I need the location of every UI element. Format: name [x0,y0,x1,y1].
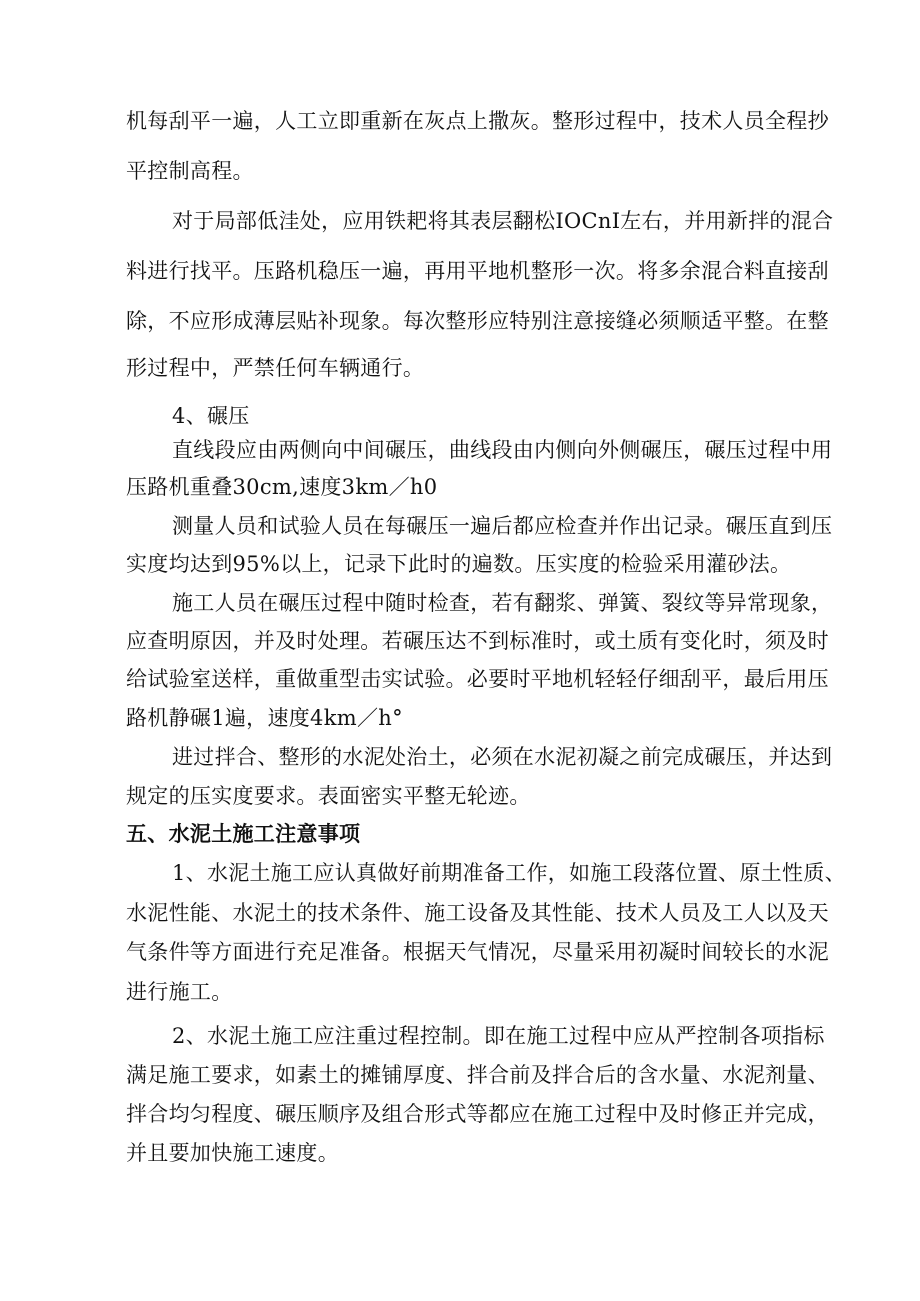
body-text-line: 料进行找平。压路机稳压一遍，再用平地机整形一次。将多余混合料直接刮 [126,259,829,283]
body-text-line: 进行施工。 [126,980,233,1004]
body-text-line: 1、水泥土施工应认真做好前期准备工作，如施工段落位置、原土性质、 [172,861,846,885]
body-text-line: 给试验室送样，重做重型击实试验。必要时平地机轻轻仔细刮平，最后用压 [126,667,829,691]
body-text-line: 施工人员在碾压过程中随时检查，若有翻浆、弹簧、裂纹等异常现象， [172,591,833,615]
section-subheading: 4、碾压 [172,404,250,428]
body-text-line: 平控制高程。 [126,159,254,183]
body-text-line: 机每刮平一遍，人工立即重新在灰点上撒灰。整形过程中，技术人员全程抄 [126,109,829,133]
body-text-line: 对于局部低洼处，应用铁耙将其表层翻松IOCnI左右，并用新拌的混合 [172,209,834,233]
body-text-line: 实度均达到95%以上，记录下此时的遍数。压实度的检验采用灌砂法。 [126,552,792,576]
body-text-line: 水泥性能、水泥土的技术条件、施工设备及其性能、技术人员及工人以及天 [126,901,829,925]
body-text-line: 形过程中，严禁任何车辆通行。 [126,356,425,380]
body-text-line: 路机静碾1遍，速度4km／h° [126,706,403,730]
body-text-line: 规定的压实度要求。表面密实平整无轮迹。 [126,784,531,808]
body-text-line: 满足施工要求，如素土的摊铺厚度、拌合前及拌合后的含水量、水泥剂量、 [126,1063,829,1087]
body-text-line: 气条件等方面进行充足准备。根据天气情况，尽量采用初凝时间较长的水泥 [126,940,829,964]
body-text-line: 应查明原因，并及时处理。若碾压达不到标准时，或土质有变化时，须及时 [126,629,829,653]
body-text-line: 拌合均匀程度、碾压顺序及组合形式等都应在施工过程中及时修正并完成， [126,1102,829,1126]
body-text-line: 2、水泥土施工应注重过程控制。即在施工过程中应从严控制各项指标 [172,1024,825,1048]
body-text-line: 压路机重叠30cm,速度3km／h0 [126,475,438,499]
section-heading: 五、水泥土施工注意事项 [126,822,361,846]
body-text-line: 并且要加快施工速度。 [126,1141,339,1165]
body-text-line: 直线段应由两侧向中间碾压，曲线段由内侧向外侧碾压，碾压过程中用 [172,438,833,462]
body-text-line: 除，不应形成薄层贴补现象。每次整形应特别注意接缝必须顺适平整。在整 [126,309,829,333]
body-text-line: 进过拌合、整形的水泥处治土，必须在水泥初凝之前完成碾压，并达到 [172,745,833,769]
body-text-line: 测量人员和试验人员在每碾压一遍后都应检查并作出记录。碾压直到压 [172,514,833,538]
